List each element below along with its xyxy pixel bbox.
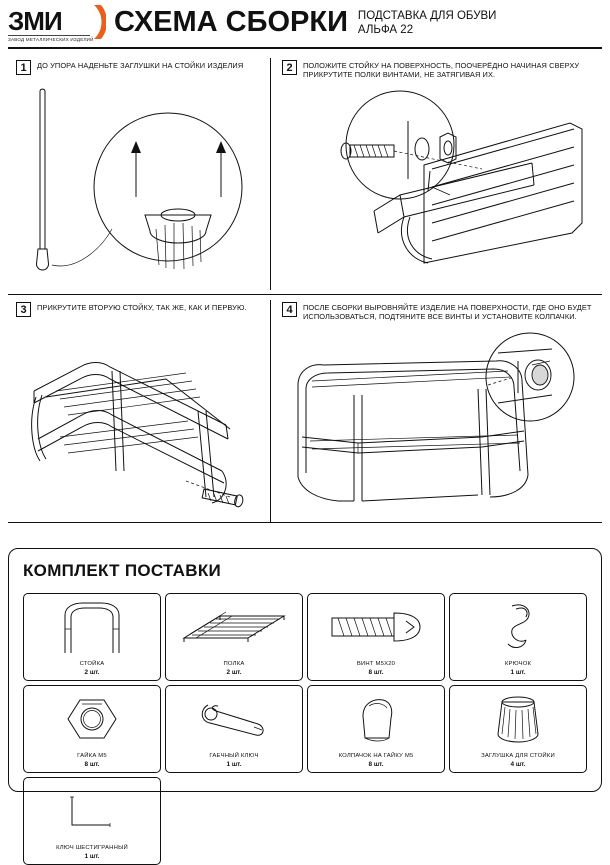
- kit-item-shelf: [165, 593, 303, 681]
- step-2: [282, 60, 594, 283]
- steps-divider-horizontal: [8, 294, 602, 295]
- kit-item-wrench-qty: 1 шт.: [226, 761, 242, 768]
- page-header: [0, 0, 610, 48]
- kit-item-shelf-qty: 2 шт.: [226, 669, 242, 676]
- step-4-header: [282, 302, 594, 321]
- brand-logo: [8, 6, 94, 42]
- product-line-1: ПОДСТАВКА ДЛЯ ОБУВИ: [357, 10, 497, 22]
- cap-icon: [308, 690, 444, 748]
- step-1-header: [16, 60, 262, 75]
- logo-swoosh-icon: [92, 4, 106, 40]
- kit-item-stand-qty: 2 шт.: [84, 669, 100, 676]
- step-4-number: 4: [282, 302, 297, 317]
- kit-item-nut: [23, 685, 161, 773]
- step-3-illustration: [16, 321, 262, 511]
- kit-item-nut-label: ГАЙКА М5: [77, 753, 107, 759]
- kit-item-nut-qty: 8 шт.: [84, 761, 100, 768]
- parts-kit-panel: [8, 548, 602, 860]
- header-divider: [8, 47, 602, 49]
- kit-item-screw-label: ВИНТ М5Х20: [356, 661, 396, 667]
- product-line-2: АЛЬФА 22: [357, 24, 414, 36]
- step-2-illustration: [282, 83, 594, 283]
- kit-item-screw: [307, 593, 445, 681]
- kit-item-hook-qty: 1 шт.: [510, 669, 526, 676]
- kit-item-hex-key-label: КЛЮЧ ШЕСТИГРАННЫЙ: [56, 845, 128, 851]
- step-4-text: ПОСЛЕ СБОРКИ ВЫРОВНЯЙТЕ ИЗДЕЛИЕ НА ПОВЕРХНОСТИ, ГДЕ ОНО БУДЕТ ИСПОЛЬЗОВАТЬСЯ, ПОДТЯНИТЕ ВСЕ ВИНТЫ И УСТАНОВИТЕ КОЛПАЧКИ.: [303, 303, 592, 321]
- steps-bottom-divider: [8, 522, 602, 523]
- kit-item-hook-label: КРЮЧОК: [504, 661, 532, 667]
- kit-item-stand-label: СТОЙКА: [79, 661, 105, 667]
- plug-icon: [450, 690, 586, 748]
- step-3-text: ПРИКРУТИТЕ ВТОРУЮ СТОЙКУ, ТАК ЖЕ, КАК И ПЕРВУЮ.: [37, 303, 247, 312]
- hex-key-icon: [24, 782, 160, 840]
- step-2-text: ПОЛОЖИТЕ СТОЙКУ НА ПОВЕРХНОСТЬ, ПООЧЕРЁДНО НАЧИНАЯ СВЕРХУ ПРИКРУТИТЕ ПОЛКИ ВИНТАМИ, НЕ ЗАТЯГИВАЯ ИХ.: [303, 61, 580, 79]
- kit-title: КОМПЛЕКТ ПОСТАВКИ: [23, 561, 222, 580]
- stand-icon: [24, 598, 160, 656]
- steps-divider-vertical-top: [270, 58, 271, 290]
- step-2-header: [282, 60, 594, 79]
- page-title: СХЕМА СБОРКИ: [114, 6, 348, 38]
- kit-item-hook: [449, 593, 587, 681]
- step-3: [16, 302, 262, 511]
- kit-item-wrench: [165, 685, 303, 773]
- kit-item-cap: [307, 685, 445, 773]
- kit-item-screw-qty: 8 шт.: [368, 669, 384, 676]
- kit-item-hex-key: [23, 777, 161, 865]
- kit-item-plug-qty: 4 шт.: [510, 761, 526, 768]
- kit-item-shelf-label: ПОЛКА: [223, 661, 245, 667]
- step-4: [282, 302, 594, 515]
- kit-item-plug-label: ЗАГЛУШКА ДЛЯ СТОЙКИ: [481, 753, 555, 759]
- logo-subtitle: ЗАВОД МЕТАЛЛИЧЕСКИХ ИЗДЕЛИЙ: [8, 37, 94, 42]
- product-name: [358, 9, 497, 37]
- step-1-text: ДО УПОРА НАДЕНЬТЕ ЗАГЛУШКИ НА СТОЙКИ ИЗДЕЛИЯ: [37, 61, 244, 70]
- kit-item-hex-key-qty: 1 шт.: [84, 853, 100, 860]
- hook-icon: [450, 598, 586, 656]
- step-3-header: [16, 302, 262, 317]
- step-1: [16, 60, 262, 277]
- steps-divider-vertical-bottom: [270, 300, 271, 522]
- step-3-number: 3: [16, 302, 31, 317]
- kit-item-cap-qty: 8 шт.: [368, 761, 384, 768]
- logo-text: ЗМИ: [8, 6, 62, 36]
- kit-item-plug: [449, 685, 587, 773]
- assembly-steps: [8, 54, 602, 524]
- step-1-illustration: [16, 79, 262, 277]
- wrench-icon: [166, 690, 302, 748]
- kit-item-wrench-label: ГАЕЧНЫЙ КЛЮЧ: [209, 753, 259, 759]
- kit-grid: [23, 593, 589, 865]
- step-1-number: 1: [16, 60, 31, 75]
- nut-icon: [24, 690, 160, 748]
- step-2-number: 2: [282, 60, 297, 75]
- kit-item-stand: [23, 593, 161, 681]
- shelf-icon: [166, 598, 302, 656]
- step-4-illustration: [282, 325, 594, 515]
- screw-icon: [308, 598, 444, 656]
- kit-item-cap-label: КОЛПАЧОК НА ГАЙКУ М5: [338, 753, 414, 759]
